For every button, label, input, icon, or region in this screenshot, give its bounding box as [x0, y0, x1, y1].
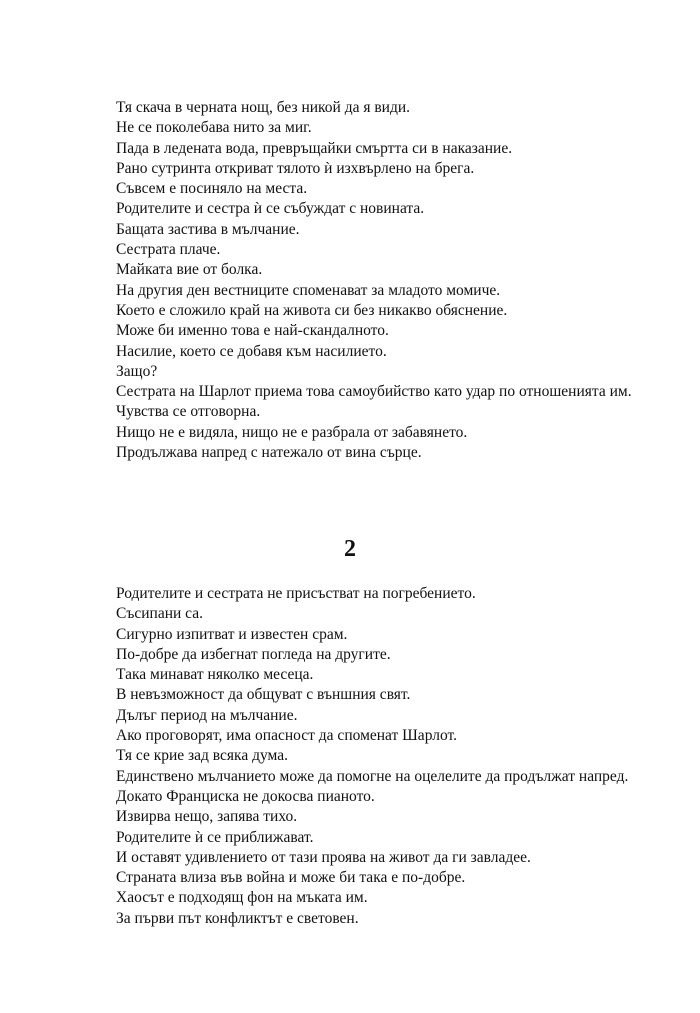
paragraph-line: Може би именно това е най-скандалното. [116, 322, 389, 340]
paragraph-line: Нищо не е видяла, нищо не е разбрала от забавянето. [116, 423, 468, 441]
paragraph-line: Страната влиза във война и може би така е по-добре. [116, 869, 466, 887]
paragraph-line: Не се поколебава нито за миг. [116, 119, 312, 137]
paragraph-line: Тя се крие зад всяка дума. [116, 747, 288, 765]
paragraph-line: Извирва нещо, запява тихо. [116, 808, 298, 826]
paragraph-line: За първи път конфликтът е световен. [116, 909, 359, 927]
paragraph-line: Единствено мълчанието може да помогне на оцелелите да продължат напред. [116, 767, 629, 785]
chapter-number: 2 [344, 536, 356, 562]
text-section-1 [95, 98, 655, 463]
paragraph-line: Съсипани са. [116, 605, 203, 623]
paragraph-line: Родителите и сестра ѝ се събуждат с новината. [116, 200, 425, 218]
paragraph-line: Дълъг период на мълчание. [116, 706, 298, 724]
paragraph-line: По-добре да избегнат погледа на другите. [116, 645, 391, 663]
text-section-2 [95, 584, 655, 929]
paragraph-line: Тя скача в черната нощ, без никой да я види. [116, 99, 411, 116]
paragraph-line: Съвсем е посиняло на места. [116, 180, 308, 198]
paragraph-line: Което е сложило край на живота си без никакво обяснение. [116, 301, 508, 319]
paragraph-line: Сестрата плаче. [116, 241, 221, 259]
paragraph-line: Хаосът е подходящ фон на мъката им. [116, 889, 368, 907]
paragraph-line: Бащата застива в мълчание. [116, 220, 300, 238]
paragraph-line: Чувства се отговорна. [116, 403, 261, 421]
paragraph-line: Така минават няколко месеца. [116, 666, 314, 684]
paragraph-line: Докато Франциска не докосва пианото. [116, 787, 375, 805]
paragraph-line: Рано сутринта откриват тялото ѝ изхвърлено на брега. [116, 159, 475, 177]
paragraph-line: Насилие, което се добавя към насилието. [116, 342, 387, 360]
paragraph-line: Родителите и сестрата не присъстват на погребението. [116, 585, 476, 602]
paragraph-line: Продължава напред с натежало от вина сърце. [116, 444, 422, 462]
paragraph-line: Родителите ѝ се приближават. [116, 828, 314, 846]
paragraph-line: В невъзможност да общуват с външния свят. [116, 686, 411, 704]
paragraph-line: Защо? [116, 362, 158, 380]
paragraph-line: Пада в ледената вода, превръщайки смъртта си в наказание. [116, 139, 513, 157]
paragraph-line: Сестрата на Шарлот приема това самоубийство като удар по отношенията им. [116, 383, 632, 401]
paragraph-line: Ако проговорят, има опасност да споменат Шарлот. [116, 727, 457, 745]
paragraph-line: Майката вие от болка. [116, 261, 263, 279]
paragraph-line: И оставят удивлението от тази проява на живот да ги завладее. [116, 848, 531, 866]
paragraph-line: На другия ден вестниците споменават за младото момиче. [116, 281, 501, 299]
paragraph-line: Сигурно изпитват и известен срам. [116, 625, 348, 643]
